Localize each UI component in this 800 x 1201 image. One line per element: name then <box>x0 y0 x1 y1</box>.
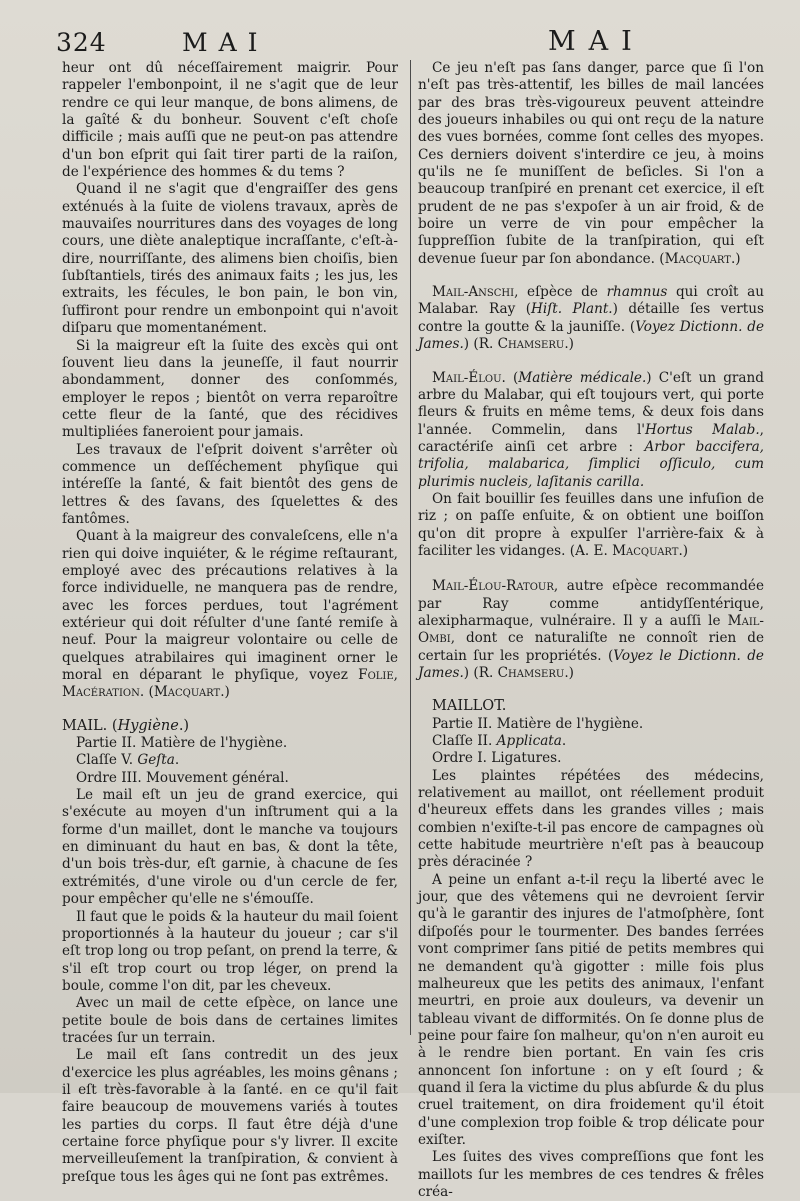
class-name: Applicata <box>496 733 562 750</box>
page-number: 324 <box>56 28 107 57</box>
entry-text: , eſpèce de <box>514 284 607 301</box>
paragraph: Si la maigreur eſt la ſuite des excès qui ont ſouvent lieu dans la jeuneſſe, il faut nourrir abondamment, donner des conſommés, employer le repos ; bientôt on verra reparoître cette fleur de la ſanté, que des récidives multipliées faneroient pour jamais. <box>62 337 398 441</box>
class-label: Claſſe II. <box>432 733 497 750</box>
paragraph: Le mail eſt ſans contredit un des jeux d'exercice les plus agréables, les moins gênans ; il eſt très-favorable à la ſanté. en ce qu'il fait faire beaucoup de mouvemens variés à toutes les parties du corps. Il faut être déjà d'une certaine force phyſique pour s'y livrer. Il excite merveilleuſement la tranſpiration, & convient à preſque tous les âges qui ne ſont pas extrêmes. <box>62 1047 398 1185</box>
entry-text: ) C'eſt un grand arbre du Malabar, qui eſt toujours vert, qui porte fleurs & fruits en même tems, & deux fois dans l'année. Commelin, dans l' <box>418 369 764 438</box>
author-signature: R. Chamseru <box>478 336 565 353</box>
entry-category: Matière médicale. <box>518 369 647 386</box>
punctuation: . <box>561 733 567 750</box>
punctuation: ) ( <box>463 665 479 681</box>
citation: Voyez le Dictionn. de James. <box>418 647 764 681</box>
punctuation: .) <box>678 542 689 559</box>
entry-mail-elou <box>418 370 764 491</box>
entry-text: , autre eſpèce recommandée par Ray comme antidyſſentérique, alexipharmaque, vulnéraire. Il y a auſſi le <box>418 578 764 629</box>
paragraph <box>418 491 764 560</box>
author-signature: Macquart <box>153 684 221 701</box>
paragraph: heur ont dû néceſſairement maigrir. Pour rappeler l'embonpoint, il ne s'agit que de leur rendre ce qui leur manque, de bons alimens, de la gaîté & du bonheur. Souvent c'eſt choſe difficile ; mais auſſi que ne peut-on pas attendre d'un bon eſprit qui ſait tirer parti de la raiſon, de l'expérience des hommes & du tems ? <box>62 60 398 181</box>
classification-line <box>62 752 398 769</box>
cross-reference: Mail-Ombi <box>418 612 764 647</box>
left-column <box>62 60 398 1186</box>
paragraph-text: Quant à la maigreur des convaleſcens, elle n'a rien qui doive inquiéter, & le régime reſtaurant, employé avec des précautions relatives à la force individuelle, ne manquera pas de rendre, avec les forces perdues, tout l'agrément extérieur qui doit réſulter d'une ſanté remiſe à neuf. Pour la maigreur volontaire ou celle de quelques atrabilaires qui imaginent orner le moral en déparant le phyſique, voyez <box>62 528 398 684</box>
author-signature: R. Chamseru <box>478 665 565 681</box>
cross-reference: Folie <box>358 667 394 684</box>
spacer <box>418 560 764 578</box>
paragraph <box>418 60 764 268</box>
paragraph: A peine un enfant a-t-il reçu la liberté avec le jour, que des vêtemens qui ne devroient ſervir qu'à le garantir des injures de l'atmoſphère, ſont diſpoſés pour le tourmenter. Des bandes ſerrées vont comprimer ſans pitié de petits membres qui ne demandent qu'à gigotter : mille fois plus malheureux que les petits des animaux, l'enfant meurtri, en proie aux douleurs, va devenir un tableau vivant de difformités. On ſe donne plus de peine pour faire ſon malheur, qu'on n'en auroit eu à le rendre bien portant. En vain ſes cris annoncent ſon infortune : on y eſt ſourd ; & quand il ſera la victime du plus abſurde & du plus cruel traitement, on dira froidement qu'il étoit d'une complexion trop foible & trop délicate pour exiſter. <box>418 871 764 1148</box>
separator: , <box>393 667 398 684</box>
entry-text: ) détaille ſes vertus contre la goutte & la jauniſſe. ( <box>418 301 764 335</box>
entry-title: MAIL. ( <box>62 717 118 734</box>
punctuation: . <box>174 752 180 769</box>
entry-mail-anschi <box>418 284 764 353</box>
entry-heading <box>62 718 398 735</box>
paragraph: Quand il ne s'agit que d'engraiſſer des gens exténués à la ſuite de violens travaux, après de mauvaiſes nourritures dans des voyages de long cours, une diète analeptique incraſſante, c'eſt-à-dire, nourriſſante, des alimens bien choiſis, bien ſubſtantiels, tirés des animaux faits ; les jus, les extraits, les fécules, le bon pain, le bon vin, ſuffiront pour rendre un embonpoint qui n'avoit diſparu que momentanément. <box>62 181 398 337</box>
entry-category: Hygiène <box>117 717 179 734</box>
entry-title: Mail-Élou <box>432 369 502 386</box>
entry-text: qui croît au Malabar. Ray ( <box>418 284 764 318</box>
entry-mail-elou-ratour <box>418 578 764 682</box>
running-head-left: MAI <box>182 28 269 57</box>
punctuation: ) ( <box>463 336 479 353</box>
paragraph <box>62 528 398 701</box>
punctuation: . ( <box>501 369 519 386</box>
punctuation: .) <box>564 665 574 681</box>
citation: Hiſt. Plant. <box>531 301 613 318</box>
spacer <box>418 268 764 284</box>
paragraph-text: On fait bouillir ſes feuilles dans une infuſion de riz ; on paſſe enſuite, & on obtient une boiſſon qu'on dit propre à expulſer l'arrière-faix & à faciliter les vidanges. ( <box>418 490 764 559</box>
cross-reference: Macération <box>62 684 140 701</box>
entry-title: Mail-Élou-Ratour <box>432 578 554 595</box>
classification-line <box>418 733 764 750</box>
punctuation: .) <box>178 717 190 734</box>
running-head-right: MAI <box>548 26 645 57</box>
class-label: Claſſe V. <box>76 752 138 769</box>
right-column <box>418 60 764 1201</box>
paragraph-text: Ce jeu n'eſt pas ſans danger, parce que ſi l'on n'eſt pas très-attentif, les billes de mail lancées par des bras très-vigoureux peuvent atteindre des joueurs inhabiles ou qui ont reçu de la nature des vues bornées, comme ſont celles des myopes. Ces derniers doivent s'interdire ce jeu, à moins qu'ils ne ſe muniſſent de beſicles. Si l'on a beaucoup tranſpiré en prenant cet exercice, il eſt prudent de ne pas s'expoſer à un air froid, & de boire un verre de vin pour empêcher la ſuppreſſion ſubite de la tranſpiration, qui eſt devenue ſueur par ſon abondance. ( <box>418 60 764 267</box>
entry-text: , dont ce naturaliſte ne connoît rien de certain ſur les propriétés. ( <box>418 630 764 664</box>
paragraph: Les travaux de l'eſprit doivent s'arrêter où commence un deſſéchement phyſique qui intéreſſe la ſanté, & fait bientôt des gens de lettres & des ſavans, des ſquelettes & des fantômes. <box>62 441 398 527</box>
entry-text: , caractériſe ainſi cet arbre : <box>418 421 764 455</box>
citation: Voyez Dictionn. de James. <box>418 318 764 353</box>
entry-title: Mail-Anschi <box>432 284 515 301</box>
spacer <box>62 702 398 718</box>
latin-description: Arbor baccifera, trifolia, malabarica, ſimplici oſſiculo, cum plurimis nucleis, laſitanis carilla. <box>418 438 764 490</box>
punctuation: .) <box>730 250 741 267</box>
classification-line: Partie II. Matière de l'hygiène. <box>76 735 288 752</box>
page-header <box>0 26 800 62</box>
class-name: Geſta <box>137 752 175 769</box>
paragraph: Le mail eſt un jeu de grand exercice, qui s'exécute au moyen d'un inſtrument qui a la forme d'un maillet, dont le manche va toujours en diminuant du haut en bas, & dont la tête, d'un bois très-dur, eſt garnie, à chacune de ſes extrémités, d'une virole ou d'un cercle de fer, pour empêcher qu'elle ne s'émouſſe. <box>62 787 398 908</box>
paragraph: Il faut que le poids & la hauteur du mail ſoient proportionnés à la hauteur du joueur ; car s'il eſt trop long ou trop peſant, on prend la terre, & s'il eſt trop court ou trop léger, on prend la boule, comme l'on dit, par les cheveux. <box>62 908 398 994</box>
classification-line: Partie II. Matière de l'hygiène. <box>432 715 644 732</box>
paragraph: Les plaintes répétées des médecins, relativement au maillot, ont réellement produit d'heureux effets dans les grandes villes ; mais combien n'exiſte-t-il pas encore de campagnes où cette habitude meurtrière n'eſt pas à beaucoup près déracinée ? <box>418 767 764 871</box>
punctuation: .) <box>564 336 574 353</box>
paragraph: Avec un mail de cette eſpèce, on lance une petite boule de bois dans de certaines limites tracées ſur un terrain. <box>62 995 398 1046</box>
column-divider <box>410 60 411 1035</box>
spacer <box>418 354 764 370</box>
entry-title: MAILLOT. <box>432 698 507 715</box>
punctuation: . ( <box>139 684 154 701</box>
punctuation: .) <box>220 684 230 701</box>
paragraph: Les ſuites des vives compreſſions que font les maillots ſur les membres de ces tendres & frêles créa- <box>418 1149 764 1200</box>
classification-line: Ordre III. Mouvement général. <box>76 769 289 786</box>
citation: Hortus Malab. <box>645 421 760 438</box>
italic-term: rhamnus <box>606 284 668 301</box>
classification-line: Ordre I. Ligatures. <box>432 750 562 767</box>
author-signature: Macquart <box>664 250 731 267</box>
spacer <box>418 682 764 698</box>
author-signature: A. E. Macquart <box>575 542 679 559</box>
